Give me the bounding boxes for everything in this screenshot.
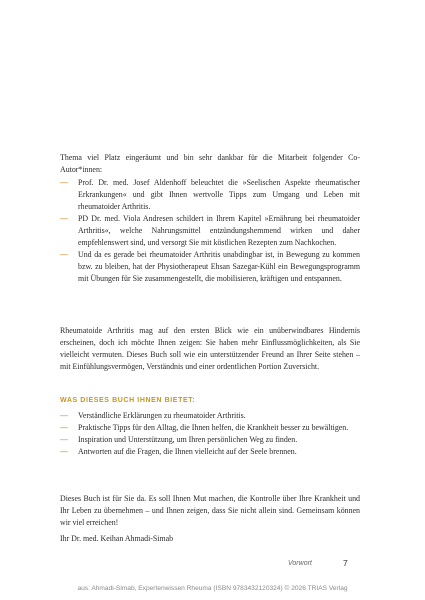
list-item (60, 410, 360, 422)
page-number: 7 (343, 558, 348, 568)
dash-bullet-icon: — (60, 435, 68, 445)
footer-section-label: Vorwort (288, 560, 312, 567)
benefit-text: Inspiration und Unterstützung, um Ihren persönlichen Weg zu finden. (78, 435, 298, 445)
benefit-text: Verständliche Erklärungen zu rheumatoider Arthritis. (78, 411, 246, 420)
list-item (60, 213, 360, 249)
dash-bullet-icon: — (60, 423, 68, 433)
body-paragraph: Rheumatoide Arthritis mag auf den ersten Blick wie ein unüberwindbares Hindernis erscheinen, doch ich möchte Ihnen zeigen: Sie haben mehr Einflussmöglichkeiten, als Sie vielleicht vermuten. Dieses Buch soll wie ein unterstützender Freund an Ihrer Seite stehen – mit Einfühlungsvermögen, Verständnis und einer ordentlichen Portion Zuversicht. (60, 326, 360, 372)
contributor-text: PD Dr. med. Viola Andresen schildert in Ihrem Kapitel »Ernährung bei rheumatoider Arthritis«, welche Nahrungsmittel entzündungshemmend wirken und daher empfehlenswert sind, und versorgt Sie mit köstlichen Rezepten zum Nachkochen. (78, 213, 360, 247)
dash-bullet-icon: — (60, 250, 68, 260)
dash-bullet-icon: — (60, 411, 68, 420)
contributor-text: Prof. Dr. med. Josef Aldenhoff beleuchtet die »Seelischen Aspekte rheumatischer Erkrankungen« und gibt Ihnen wertvolle Tipps zum Umgang und Leben mit rheumatoider Arthritis. (78, 177, 360, 211)
list-item (60, 446, 360, 458)
section-heading: WAS DIESES BUCH IHNEN BIETET: (60, 397, 196, 404)
list-item (60, 422, 360, 434)
benefit-text: Praktische Tipps für den Alltag, die Ihnen helfen, die Krankheit besser zu bewältigen. (78, 423, 349, 433)
signature: Ihr Dr. med. Keihan Ahmadi-Simab (60, 534, 174, 543)
intro-paragraph: Thema viel Platz eingeräumt und bin sehr dankbar für die Mitarbeit folgender Co-Autor*innen: (60, 153, 360, 175)
closing-paragraph: Dieses Buch ist für Sie da. Es soll Ihnen Mut machen, die Kontrolle über Ihre Krankheit und Ihr Leben zu übernehmen – und Ihnen zeigen, dass Sie nicht allein sind. Gemeinsam können wir viel erreichen! (60, 494, 360, 528)
benefit-text: Antworten auf die Fragen, die Ihnen vielleicht auf der Seele brennen. (78, 447, 297, 457)
source-citation: aus: Ahmadi-Simab, Expertenwissen Rheuma (ISBN 9783432120324) © 2026 TRIAS Verlag (77, 585, 348, 592)
list-item (60, 249, 360, 285)
contributors-list (60, 177, 360, 286)
dash-bullet-icon: — (60, 447, 68, 457)
benefits-list (60, 410, 360, 458)
contributor-text: Und da es gerade bei rheumatoider Arthritis unabdingbar ist, in Bewegung zu kommen bzw. zu bleiben, hat der Physiotherapeut Ehsan Sazegar-Kühl ein Bewegungsprogramm mit Übungen für Sie zusammengestellt, die mobilisieren, kräftigen und entspannen. (78, 250, 360, 284)
list-item (60, 434, 360, 446)
dash-bullet-icon: — (60, 213, 68, 223)
dash-bullet-icon: — (60, 177, 68, 187)
list-item (60, 177, 360, 213)
